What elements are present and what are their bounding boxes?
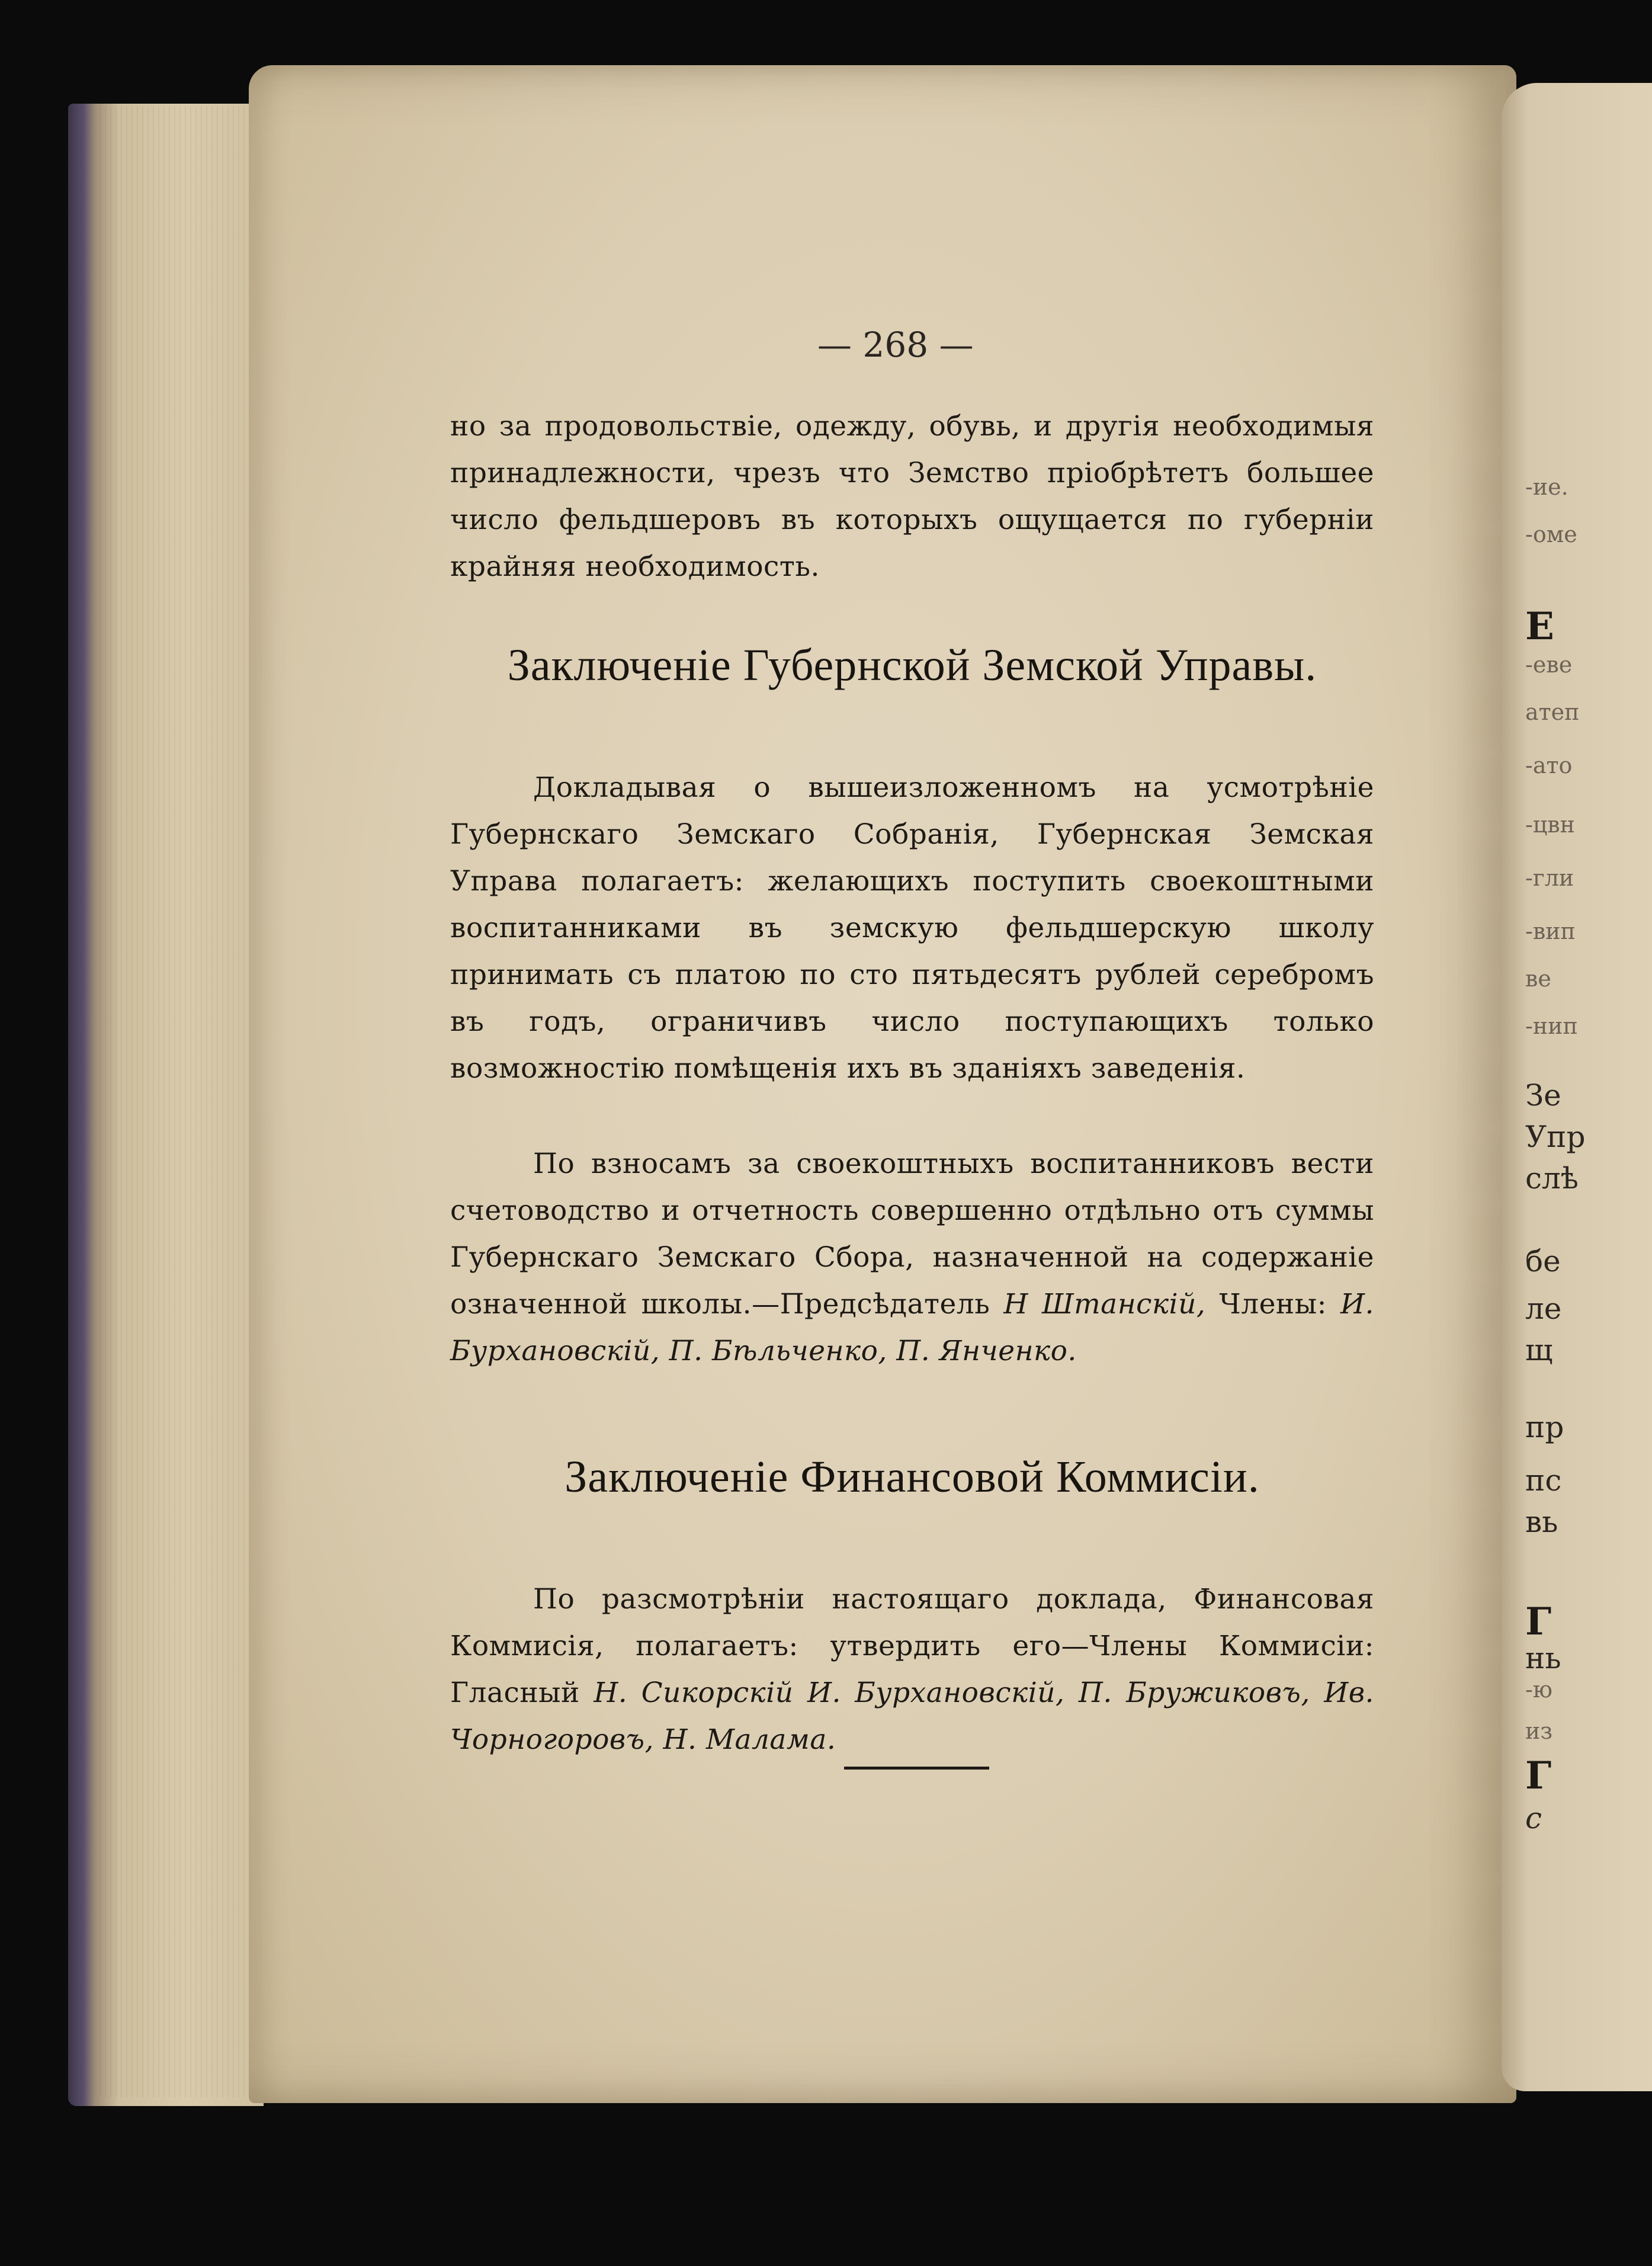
right-page-fragment: пс [1525,1463,1562,1498]
right-page-fragment: слѣ [1525,1161,1579,1196]
paragraph-3 [450,1140,1374,1374]
paragraph-1: но за продовольствіе, одежду, обувь, и другія необходимыя принадлежности, чрезъ что Земство пріобрѣтетъ большее число фельдшеровъ въ которыхъ ощущается по губерніи крайняя необходимость. [450,410,1374,583]
right-page-fragment: щ [1525,1333,1553,1367]
right-page-fragment: атеп [1525,699,1580,725]
right-page-fragment: -ато [1525,752,1573,778]
right-page-fragment: с [1525,1801,1542,1835]
right-page-fragment: -еве [1525,652,1573,678]
closing-rule [844,1767,989,1770]
right-page-fragment: пр [1525,1410,1564,1444]
right-page-fragment: -ие. [1525,474,1568,500]
heading-finansovaya-kommisiya: Заключеніе Финансовой Коммисіи. [564,1452,1260,1502]
right-page-fragment: -ю [1525,1677,1552,1703]
heading-gubernskaya-uprava: Заключеніе Губернской Земской Управы. [507,640,1317,690]
members-label: Члены: [1205,1288,1341,1321]
right-page-fragment: Е [1525,604,1554,649]
right-page-fragment: вь [1525,1505,1558,1539]
right-page-fragment: -гли [1525,865,1574,891]
chairman-name: Н Штанскій, [1003,1288,1206,1321]
right-page-fragment: из [1525,1718,1553,1744]
right-page-fragment: -нип [1525,1013,1578,1039]
page-number: — 268 — [817,325,974,365]
right-page-fragment: -цвн [1525,812,1575,838]
right-page-fragment: нь [1525,1641,1561,1675]
right-page-fragment: Г [1525,1600,1552,1644]
right-page-fragment: бе [1525,1244,1561,1278]
right-page-fragment: Зе [1525,1078,1561,1113]
stacked-page-edges [89,107,267,2097]
right-page-fragment: -вип [1525,918,1576,944]
commission-members-names: Н. Сикорскій И. Бурхановскій, П. Бружиковъ, Ив. Чорногоровъ, Н. Малама. [450,1677,1374,1756]
right-page-fragment: ле [1525,1291,1562,1326]
right-page-fragments [1525,83,1652,2091]
paragraph-2: Докладывая о вышеизложенномъ на усмотрѣніе Губернскаго Земскаго Собранія, Губернская Земская Управа полагаетъ: желающихъ поступить своекоштными воспитанниками въ земскую фельдшерскую школу принимать съ платою по сто пятьдесятъ рублей серебромъ въ годъ, ограничивъ число поступающихъ только возможностію помѣщенія ихъ въ зданіяхъ заведенія. [450,771,1374,1085]
right-page-fragment: Г [1525,1754,1552,1798]
right-page [1502,83,1652,2091]
right-page-fragment: -оме [1525,521,1577,547]
right-page-fragment: Упр [1525,1120,1586,1154]
paragraph-4-text: По разсмотрѣніи настоящаго доклада, Финансовая Коммисія, полагаетъ: утвердить его—Члены Коммисіи: Гласный [450,1583,1374,1709]
paragraph-3-text: По взносамъ за своекоштныхъ воспитанниковъ вести счетоводство и отчетность совершенно отдѣльно отъ суммы Губернскаго Земскаго Сбора, назначенной на содержаніе означенной школы.—Предсѣдатель [450,1148,1374,1321]
paragraph-4 [450,1576,1374,1763]
right-page-fragment: ве [1525,966,1551,992]
members-names: И. Бурхановскій, П. Бѣльченко, П. Янченко. [450,1288,1374,1367]
